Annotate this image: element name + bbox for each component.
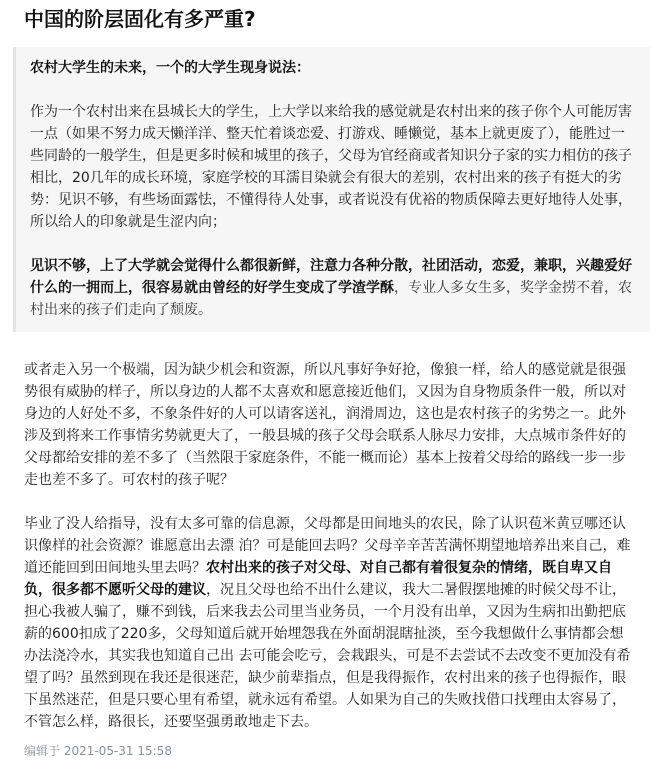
blockquote-heading: 农村大学生的未来，一个的大学生现身说法： — [30, 60, 310, 76]
blockquote-paragraph: 作为一个农村出来在县城长大的学生，上大学以来给我的感觉就是农村出来的孩子你个人可能厉害一点（如果不努力成天懒洋洋、整天忙着谈恋爱、打游戏、睡懒觉，基本上就更废了），能胜过一些同龄的一般学生，但是更多时候和城里的孩子，父母为官经商或者知识分子家的实力相仿的孩子相比，20几年的成长环境，家庭学校的耳濡目染就会有很大的差别，农村出来的孩子有挺大的劣势：见识不够，有些场面露怯，不懂得待人处事，或者说没有优裕的物质保障去更好地待人处事，所以给人的印象就是生涩内向； — [30, 104, 632, 230]
blockquote-emphasis-paragraph — [30, 255, 638, 321]
blockquote-bold-text: 见识不够，上了大学就会觉得什么都很新鲜，注意力各种分散，社团活动，恋爱，兼职，兴趣爱好什么的一拥而上，很容易就由曾经的好学生变成了学渣学酥 — [30, 258, 632, 296]
question-title[interactable]: 中国的阶层固化有多严重? — [24, 7, 256, 31]
answer-paragraph-2 — [24, 513, 636, 733]
answer-blockquote — [13, 47, 650, 332]
answer-content — [24, 359, 636, 733]
paragraph-2-end-text: ，况且父母也给不出什么建议，我大二暑假摆地摊的时候父母不让，担心我被人骗了，赚不到钱，后来我去公司里当业务员，一个月没有出单，又因为生病扣出勤把底薪的600扣成了220多，父母知道后就开始埋怨我在外面胡混瞎扯淡，至今我想做什么事情都会想办法浇冷水，其实我也知道自己出 去可能会吃亏，会栽跟头，可是不去尝试不去改变不更加没有希望了吗？虽然到现在我还是很迷茫，缺少前辈指点，但是我得振作，农村出来的孩子也得振作，眼下虽然迷茫，但是只要心里有希望，就永远有希望。人如果为自己的失败找借口找理由太容易了，不管怎么样，路很长，还要坚强勇敢地走下去。 — [24, 582, 631, 730]
paragraph-2-start-text: 毕业了没人给指导，没有太多可靠的信息源，父母都是田间地头的农民，除了认识苞米黄豆哪还认识像样的社会资源？谁愿意出去漂 泊？可是能回去吗？父母辛辛苦苦满怀期望地培养出来自己，难道还能回到田间地头里去吗？ — [24, 516, 631, 576]
edited-timestamp[interactable]: 编辑于 2021-05-31 15:58 — [24, 744, 172, 758]
paragraph-2-bold-text: 农村出来的孩子对父母、对自己都有着很复杂的情绪，既自卑又自负，很多都不愿听父母的建议 — [24, 560, 612, 598]
blockquote-regular-text: ，专业人多女生多，奖学金捞不着，农村出来的孩子们走向了颓废。 — [30, 280, 632, 318]
answer-paragraph-1: 或者走入另一个极端，因为缺少机会和资源，所以凡事好争好抢，像狼一样，给人的感觉就是很强势很有威胁的样子，所以身边的人都不太喜欢和愿意接近他们，又因为自身物质条件一般，所以对身边的人好处不多，不象条件好的人可以请客送礼，润滑周边，这也是农村孩子的劣势之一。此外涉及到将来工作事情劣势就更大了，一般县城的孩子父母会联系人脉尽力安排，大点城市条件好的父母都给安排的差不多了（当然限于家庭条件，不能一概而论）基本上按着父母给的路线一步一步走也差不多了。可农村的孩子呢？ — [24, 362, 626, 488]
